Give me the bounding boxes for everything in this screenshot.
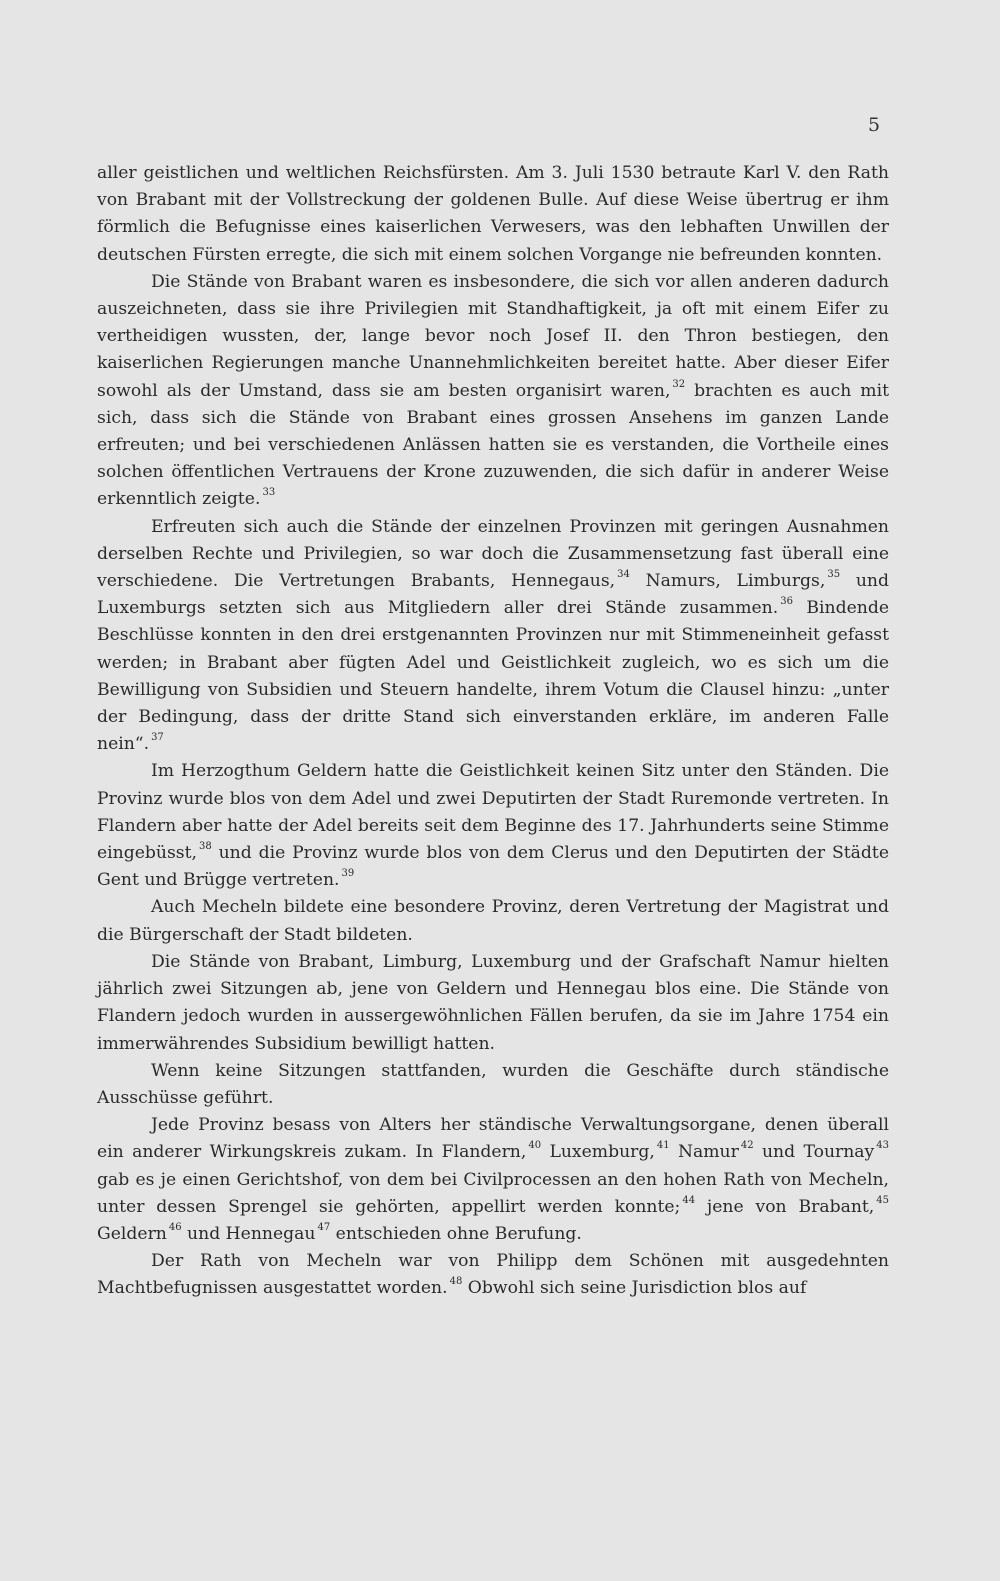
- footnote-marker: 47: [317, 1221, 331, 1233]
- text-run: Jede Provinz besass von Alters her ständische Verwaltungsorgane, denen überall ein anderer Wirkungskreis zukam. In Flandern,: [97, 1115, 889, 1163]
- footnote-marker: 43: [876, 1140, 889, 1152]
- paragraph: [97, 894, 889, 948]
- footnote-marker: 38: [199, 841, 212, 853]
- text-run: jene von Brabant,: [695, 1196, 875, 1217]
- footnote-marker: 36: [780, 596, 793, 608]
- footnote-marker: 40: [528, 1140, 542, 1152]
- text-run: Wenn keine Sitzungen stattfanden, wurden die Geschäfte durch ständische Ausschüsse geführt.: [97, 1060, 889, 1108]
- text-run: Luxemburg,: [541, 1142, 655, 1163]
- paragraph: [97, 949, 889, 1058]
- text-run: Die Stände von Brabant, Limburg, Luxemburg und der Grafschaft Namur hielten jährlich zwei Sitzungen ab, jene von Geldern und Hennegau blos eine. Die Stände von Flandern jedoch wurden in aussergewöhnlichen Fällen berufen, da sie im Jahre 1754 ein immerwährendes Subsidium bewilligt hatten.: [97, 951, 889, 1054]
- text-run: und Luxemburgs setzten sich aus Mitgliedern aller drei Stände zusammen.: [97, 571, 889, 619]
- text-run: gab es je einen Gerichtshof, von dem bei Civilprocessen an den hohen Rath von Mecheln, unter dessen Sprengel sie gehörten, appellirt werden konnte;: [97, 1169, 889, 1217]
- footnote-marker: 45: [876, 1194, 889, 1206]
- footnote-marker: 34: [617, 569, 630, 581]
- text-run: Auch Mecheln bildete eine besondere Provinz, deren Vertretung der Magistrat und die Bürgerschaft der Stadt bildeten.: [97, 897, 889, 945]
- text-run: Der Rath von Mecheln war von Philipp dem Schönen mit ausgedehnten Machtbefugnissen ausgestattet worden.: [97, 1251, 889, 1299]
- text-run: und Tournay: [753, 1142, 875, 1163]
- text-run: Im Herzogthum Geldern hatte die Geistlichkeit keinen Sitz unter den Ständen. Die Provinz wurde blos von dem Adel und zwei Deputirten der Stadt Ruremonde vertreten. In Flandern aber hatte der Adel bereits seit dem Beginne des 17. Jahrhunderts seine Stimme eingebüsst,: [97, 761, 889, 864]
- paragraph: [97, 269, 889, 514]
- text-run: und die Provinz wurde blos von dem Clerus und den Deputirten der Städte Gent und Brügge vertreten.: [97, 843, 889, 891]
- text-run: Namur: [669, 1142, 739, 1163]
- paragraph: [97, 514, 889, 759]
- text-run: und Hennegau: [181, 1223, 316, 1244]
- text-run: Erfreuten sich auch die Stände der einzelnen Provinzen mit geringen Ausnahmen derselben Rechte und Privilegien, so war doch die Zusammensetzung fast überall eine verschiedene. Die Vertretungen Brabants, Hennegaus,: [97, 516, 889, 592]
- text-run: Obwohl sich seine Jurisdiction blos auf: [462, 1278, 807, 1299]
- footnote-marker: 33: [262, 487, 276, 499]
- body-text: [97, 160, 889, 1303]
- text-run: Namurs, Limburgs,: [629, 571, 826, 592]
- page-number: 5: [868, 114, 881, 136]
- text-run: Geldern: [97, 1223, 167, 1244]
- text-run: Bindende Beschlüsse konnten in den drei erstgenannten Provinzen nur mit Stimmeneinheit gefasst werden; in Brabant aber fügten Adel und Geistlichkeit zugleich, wo es sich um die Bewilligung von Subsidien und Steuern handelte, ihrem Votum die Clausel hinzu: „unter der Bedingung, dass der dritte Stand sich einverstanden erkläre, im anderen Falle nein“.: [97, 598, 890, 755]
- footnote-marker: 39: [341, 868, 355, 880]
- footnote-marker: 46: [168, 1221, 182, 1233]
- paragraph: [97, 1058, 889, 1112]
- footnote-marker: 48: [449, 1276, 463, 1288]
- paragraph: [97, 160, 889, 269]
- footnote-marker: 41: [656, 1140, 670, 1152]
- footnote-marker: 42: [740, 1140, 754, 1152]
- text-run: entschieden ohne Berufung.: [330, 1223, 582, 1244]
- text-run: brachten es auch mit sich, dass sich die Stände von Brabant eines grossen Ansehens im ganzen Lande erfreuten; und bei verschiedenen Anlässen hatten sie es verstanden, die Vortheile eines solchen öffentlichen Vertrauens der Krone zuzuwenden, die sich dafür in anderer Weise erkenntlich zeigte.: [97, 380, 889, 510]
- text-run: Die Stände von Brabant waren es insbesondere, die sich vor allen anderen dadurch auszeichneten, dass sie ihre Privilegien mit Standhaftigkeit, ja oft mit einem Eifer zu vertheidigen wussten, der, lange bevor noch Josef II. den Thron bestiegen, den kaiserlichen Regierungen manche Unannehmlichkeiten bereitet hatte. Aber dieser Eifer sowohl als der Umstand, dass sie am besten organisirt waren,: [97, 271, 889, 401]
- footnote-marker: 35: [827, 569, 841, 581]
- footnote-marker: 37: [151, 732, 164, 744]
- paragraph: [97, 1112, 889, 1248]
- paragraph: [97, 1248, 889, 1302]
- footnote-marker: 32: [672, 378, 686, 390]
- paragraph: [97, 758, 889, 894]
- text-run: aller geistlichen und weltlichen Reichsfürsten. Am 3. Juli 1530 betraute Karl V. den Rath von Brabant mit der Vollstreckung der goldenen Bulle. Auf diese Weise übertrug er ihm förmlich die Befugnisse eines kaiserlichen Verwesers, was den lebhaften Unwillen der deutschen Fürsten erregte, die sich mit einem solchen Vorgange nie befreunden konnten.: [97, 163, 889, 265]
- footnote-marker: 44: [682, 1194, 696, 1206]
